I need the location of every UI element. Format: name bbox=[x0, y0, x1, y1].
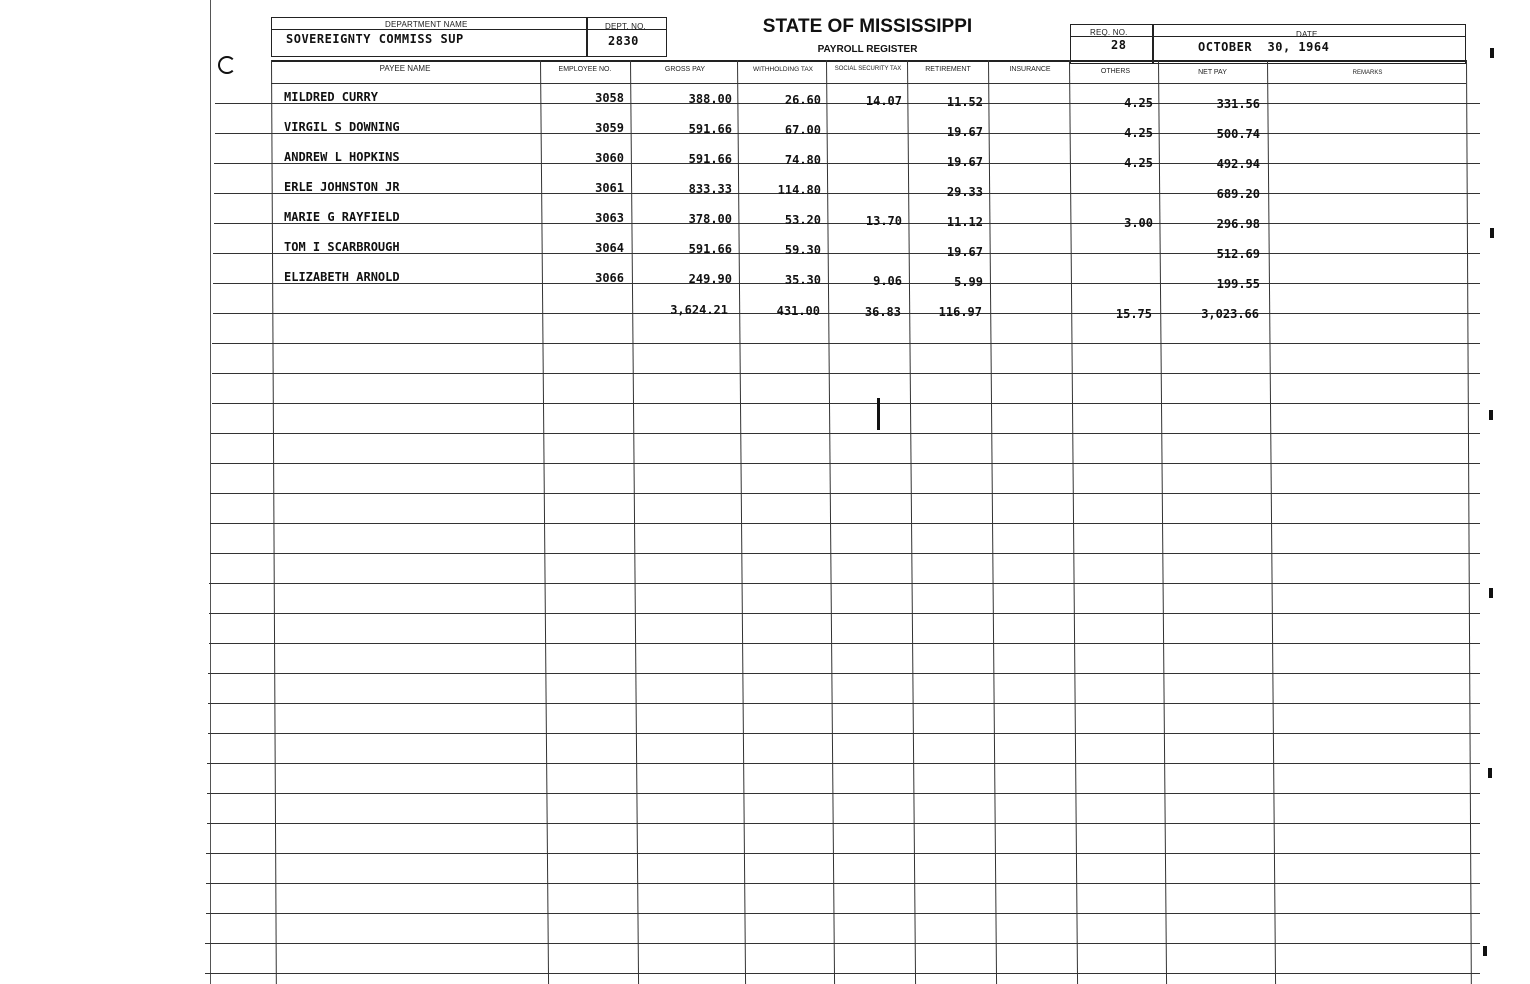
cell-wh: 35.30 bbox=[784, 272, 821, 287]
row-rule bbox=[209, 643, 1480, 644]
row-rule bbox=[210, 523, 1480, 524]
cell-ret: 11.52 bbox=[946, 94, 983, 109]
cell-wh: 67.00 bbox=[784, 122, 821, 137]
table-top-border bbox=[271, 60, 1466, 62]
cell-name: MARIE G RAYFIELD bbox=[284, 210, 400, 224]
department-name-value: SOVEREIGNTY COMMISS SUP bbox=[286, 32, 464, 46]
cell-emp: 3060 bbox=[595, 150, 624, 165]
total-retirement: 116.97 bbox=[938, 305, 982, 319]
cell-net: 199.55 bbox=[1216, 277, 1260, 292]
row-rule bbox=[208, 673, 1480, 674]
req-no-label: REQ. NO. bbox=[1090, 28, 1128, 37]
dept-no-value: 2830 bbox=[608, 34, 639, 48]
cell-net: 500.74 bbox=[1216, 127, 1260, 142]
cell-net: 512.69 bbox=[1216, 247, 1260, 262]
row-rule bbox=[209, 583, 1480, 584]
row-rule bbox=[207, 823, 1480, 824]
cell-net: 689.20 bbox=[1216, 187, 1260, 202]
row-rule bbox=[209, 613, 1480, 614]
cell-name: MILDRED CURRY bbox=[284, 90, 378, 104]
col-employee-no: EMPLOYEE NO. bbox=[558, 66, 612, 73]
row-rule bbox=[208, 703, 1480, 704]
cell-wh: 26.60 bbox=[784, 92, 821, 107]
col-withholding-tax: WITHHOLDING TAX bbox=[752, 66, 814, 73]
total-social-security-tax: 36.83 bbox=[864, 305, 901, 319]
column-rule bbox=[1267, 60, 1276, 984]
form-subtitle: PAYROLL REGISTER bbox=[817, 44, 918, 55]
date-label: DATE bbox=[1296, 30, 1318, 39]
cell-ss: 9.06 bbox=[873, 273, 902, 288]
req-no-value: 28 bbox=[1111, 38, 1127, 52]
total-gross-pay: 3,624.21 bbox=[670, 303, 728, 317]
row-rule bbox=[212, 343, 1480, 344]
column-rule bbox=[737, 60, 746, 984]
cell-gross: 591.66 bbox=[688, 151, 732, 166]
row-rule bbox=[212, 373, 1480, 374]
edge-mark bbox=[1490, 228, 1494, 238]
column-rule bbox=[271, 60, 277, 984]
col-gross-pay: GROSS PAY bbox=[664, 66, 706, 73]
row-rule bbox=[207, 763, 1480, 764]
column-rule bbox=[826, 60, 835, 984]
total-withholding-tax: 431.00 bbox=[776, 304, 820, 318]
cell-wh: 74.80 bbox=[784, 152, 821, 167]
sheet-left-edge bbox=[210, 0, 211, 984]
total-net-pay: 3,023.66 bbox=[1201, 307, 1259, 321]
cell-ss: 13.70 bbox=[865, 213, 902, 228]
cell-ret: 5.99 bbox=[954, 274, 983, 289]
edge-mark bbox=[1489, 588, 1493, 598]
cell-emp: 3063 bbox=[595, 210, 624, 225]
column-header-rule bbox=[271, 83, 1466, 84]
ink-smudge bbox=[877, 398, 880, 430]
row-rule bbox=[206, 913, 1480, 914]
col-remarks: REMARKS bbox=[1352, 70, 1383, 76]
col-social-security-tax: SOCIAL SECURITY TAX bbox=[834, 66, 902, 72]
cell-name: VIRGIL S DOWNING bbox=[284, 120, 400, 134]
cell-name: ELIZABETH ARNOLD bbox=[284, 270, 400, 284]
column-rule bbox=[540, 60, 549, 984]
cell-net: 492.94 bbox=[1216, 157, 1260, 172]
cell-ret: 29.33 bbox=[946, 184, 983, 199]
col-payee-name: PAYEE NAME bbox=[379, 64, 431, 73]
cell-gross: 249.90 bbox=[688, 271, 732, 286]
row-rule bbox=[205, 973, 1480, 974]
cell-emp: 3061 bbox=[595, 180, 624, 195]
row-rule bbox=[210, 493, 1480, 494]
edge-mark bbox=[1488, 768, 1492, 778]
cell-gross: 833.33 bbox=[688, 181, 732, 196]
col-others: OTHERS bbox=[1100, 68, 1131, 75]
department-name-label: DEPARTMENT NAME bbox=[385, 20, 468, 29]
edge-mark bbox=[1490, 48, 1494, 58]
date-value: OCTOBER 30, 1964 bbox=[1198, 40, 1330, 54]
cell-emp: 3066 bbox=[595, 270, 624, 285]
cell-gross: 378.00 bbox=[688, 211, 732, 226]
column-rule bbox=[907, 60, 916, 984]
cell-oth: 4.25 bbox=[1124, 96, 1153, 111]
cell-ret: 19.67 bbox=[946, 154, 983, 169]
cell-net: 296.98 bbox=[1216, 217, 1260, 232]
cell-gross: 388.00 bbox=[688, 91, 732, 106]
row-rule bbox=[206, 853, 1480, 854]
column-rule bbox=[1466, 60, 1472, 984]
form-title: STATE OF MISSISSIPPI bbox=[762, 16, 973, 37]
column-rule bbox=[988, 60, 997, 984]
cell-gross: 591.66 bbox=[688, 121, 732, 136]
cell-wh: 53.20 bbox=[784, 212, 821, 227]
dept-no-label: DEPT. NO. bbox=[605, 22, 646, 31]
row-rule bbox=[211, 463, 1480, 464]
edge-mark bbox=[1489, 410, 1493, 420]
row-rule bbox=[207, 793, 1480, 794]
edge-mark bbox=[1483, 946, 1487, 956]
cell-wh: 59.30 bbox=[784, 242, 821, 257]
col-retirement: RETIREMENT bbox=[925, 66, 971, 73]
row-rule bbox=[211, 433, 1480, 434]
binder-hole-mark bbox=[218, 56, 236, 74]
cell-wh: 114.80 bbox=[777, 182, 821, 197]
row-rule bbox=[212, 403, 1481, 404]
column-rule bbox=[1069, 60, 1078, 984]
col-net-pay: NET PAY bbox=[1198, 69, 1227, 76]
cell-net: 331.56 bbox=[1216, 97, 1260, 112]
cell-ret: 19.67 bbox=[946, 124, 983, 139]
cell-name: ANDREW L HOPKINS bbox=[284, 150, 400, 164]
cell-ret: 19.67 bbox=[946, 244, 983, 259]
row-rule bbox=[210, 553, 1480, 554]
cell-oth: 4.25 bbox=[1124, 126, 1153, 141]
column-rule bbox=[630, 60, 639, 984]
cell-ss: 14.07 bbox=[865, 93, 902, 108]
row-rule bbox=[205, 943, 1480, 944]
cell-oth: 3.00 bbox=[1124, 216, 1153, 231]
cell-ret: 11.12 bbox=[946, 214, 983, 229]
total-others: 15.75 bbox=[1115, 307, 1152, 321]
cell-gross: 591.66 bbox=[688, 241, 732, 256]
cell-name: TOM I SCARBROUGH bbox=[284, 240, 400, 254]
col-insurance: INSURANCE bbox=[1009, 66, 1051, 73]
cell-emp: 3064 bbox=[595, 240, 624, 255]
cell-name: ERLE JOHNSTON JR bbox=[284, 180, 400, 194]
row-rule bbox=[206, 883, 1480, 884]
cell-emp: 3059 bbox=[595, 120, 624, 135]
cell-oth: 4.25 bbox=[1124, 156, 1153, 171]
row-rule bbox=[208, 733, 1480, 734]
cell-emp: 3058 bbox=[595, 90, 624, 105]
